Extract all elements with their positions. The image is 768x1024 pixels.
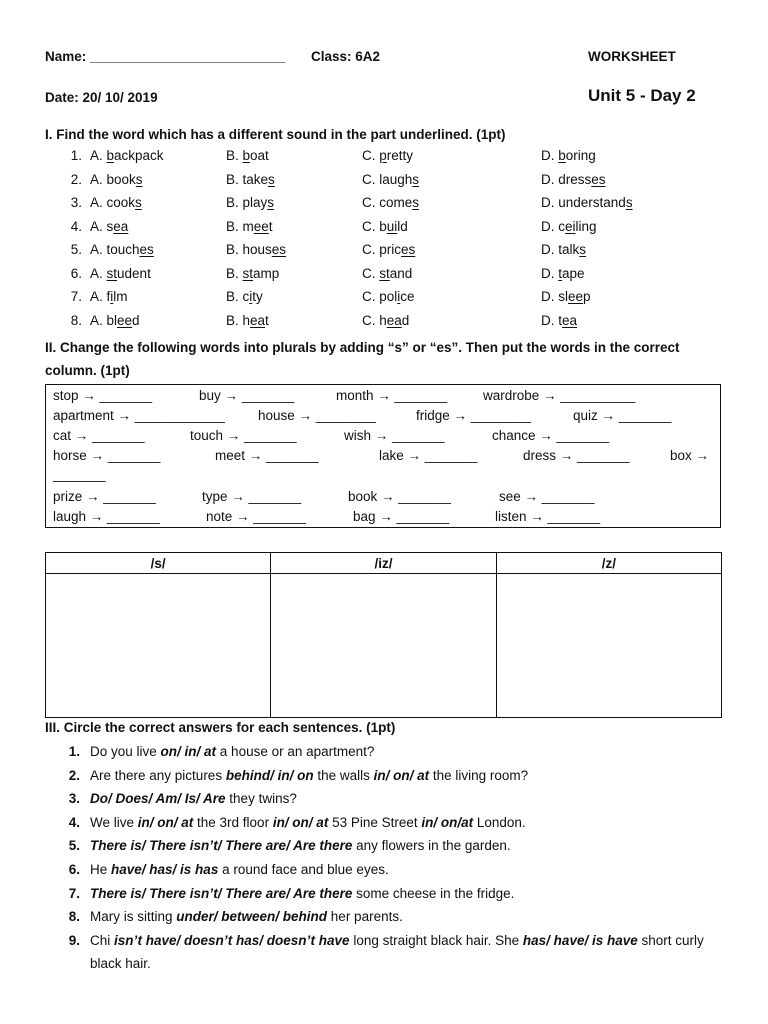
option-b[interactable]: B. city [226, 289, 263, 304]
word-item: buy → _______ [199, 388, 295, 403]
option-b[interactable]: B. takes [226, 171, 275, 187]
underlined-part: ei [565, 218, 576, 234]
word-item: touch → _______ [190, 428, 297, 443]
underlined-part: ee [568, 289, 584, 304]
option-b[interactable]: B. meet [226, 218, 273, 234]
sentence-number: 3. [68, 791, 80, 807]
underlined-part: s [268, 171, 275, 187]
sentence-row [64, 882, 734, 906]
question-number: 3. [70, 195, 82, 210]
option-a[interactable]: A. cooks [90, 195, 142, 210]
word-item: horse → _______ [53, 448, 161, 463]
underlined-part: es [139, 242, 154, 257]
option-a[interactable]: A. backpack [90, 148, 164, 163]
word-item: type → _______ [202, 489, 302, 504]
option-c[interactable]: C. police [362, 289, 415, 304]
section1-heading: I. Find the word which has a different sound in the part underlined. (1pt) [45, 127, 506, 142]
answer-choices[interactable]: have/ has/ is has [111, 861, 219, 877]
column-header-z: /z/ [496, 553, 721, 574]
sentence-row [64, 905, 734, 929]
underlined-part: s [579, 242, 587, 257]
underlined-part: st [379, 265, 390, 281]
word-item: see → _______ [499, 489, 595, 504]
word-item: house → ________ [258, 408, 376, 423]
answer-choices[interactable]: in/ on/ at [272, 814, 329, 830]
word-item: prize → _______ [53, 489, 156, 504]
sentence-number: 1. [68, 744, 80, 759]
sentence-row [64, 787, 734, 811]
question-row [64, 313, 744, 337]
word-item: bag → _______ [353, 509, 450, 524]
sentence-text: There is/ There isn’t/ There are/ Are there some cheese in the fridge. [90, 885, 515, 901]
question-row [64, 289, 744, 313]
option-c[interactable]: C. prices [362, 242, 416, 257]
question-number: 1. [70, 148, 82, 163]
option-a[interactable]: A. touches [90, 242, 154, 257]
option-a[interactable]: A. books [90, 171, 143, 187]
word-item: wish → _______ [344, 428, 445, 443]
question-row [64, 148, 744, 172]
date-label: Date: 20/ 10/ 2019 [45, 90, 158, 105]
word-item: wardrobe → __________ [483, 388, 636, 403]
word-item: stop → _______ [53, 388, 153, 403]
word-item: month → _______ [336, 388, 448, 403]
option-c[interactable]: C. laughs [362, 171, 420, 187]
word-item: laugh → _______ [53, 509, 160, 524]
sentence-text: There is/ There isn’t/ There are/ Are there any flowers in the garden. [90, 838, 511, 854]
answer-choices[interactable]: in/ on/at [421, 814, 474, 830]
underlined-part: ee [253, 218, 269, 234]
section2-heading-line1: II. Change the following words into plurals by adding “s” or “es”. Then put the words in the correct [45, 340, 680, 355]
sentence-number: 5. [68, 838, 80, 854]
answer-cell-iz[interactable] [271, 574, 496, 718]
sentence-text: He have/ has/ is has a round face and blue eyes. [90, 861, 389, 877]
sentence-number: 9. [68, 932, 80, 948]
underlined-part: ea [250, 312, 266, 328]
sentence-row [64, 811, 734, 835]
answer-choices[interactable]: has/ have/ is have [522, 932, 638, 948]
sentence-row [64, 834, 734, 858]
option-c[interactable]: C. head [362, 312, 410, 328]
section3-list [64, 740, 734, 976]
underlined-part: t [558, 265, 563, 281]
option-d[interactable]: D. sleep [541, 289, 591, 304]
question-number: 8. [70, 312, 82, 328]
option-d[interactable]: D. boring [541, 148, 596, 163]
name-field-label: Name: __________________________ [45, 49, 286, 64]
word-item: _______ [53, 467, 106, 482]
sentence-text: Mary is sitting under/ between/ behind her parents. [90, 909, 403, 925]
answer-choices[interactable]: There is/ There isn’t/ There are/ Are there [90, 838, 353, 854]
word-item: cat → _______ [53, 428, 145, 443]
answer-choices[interactable]: Do/ Does/ Am/ Is/ Are [90, 791, 226, 807]
answer-choices[interactable]: on/ in/ at [160, 744, 217, 759]
option-d[interactable]: D. ceiling [541, 218, 597, 234]
underlined-part: i [249, 289, 253, 304]
word-item: quiz → _______ [573, 408, 672, 423]
underlined-part: es [401, 242, 416, 257]
option-d[interactable]: D. understands [541, 195, 633, 210]
question-row [64, 195, 744, 219]
underlined-part: ee [117, 312, 133, 328]
section3-heading: III. Circle the correct answers for each sentences. (1pt) [45, 720, 396, 735]
answer-choices[interactable]: in/ on/ at [137, 814, 194, 830]
sentence-text: We live in/ on/ at the 3rd floor in/ on/ at 53 Pine Street in/ on/at London. [90, 814, 526, 830]
answer-cell-s[interactable] [46, 574, 271, 718]
option-b[interactable]: B. heat [226, 312, 269, 328]
option-d[interactable]: D. talks [541, 242, 587, 257]
underlined-part: s [267, 195, 275, 210]
underlined-part: ea [562, 312, 578, 328]
sentence-row [64, 858, 734, 882]
option-c[interactable]: C. stand [362, 265, 413, 281]
unit-title: Unit 5 - Day 2 [588, 86, 696, 105]
underlined-part: st [242, 265, 254, 281]
option-a[interactable]: A. bleed [90, 312, 140, 328]
underlined-part: b [106, 148, 115, 163]
answer-cell-z[interactable] [496, 574, 721, 718]
option-d[interactable]: D. tape [541, 265, 585, 281]
option-c[interactable]: C. comes [362, 195, 420, 210]
option-d[interactable]: D. dresses [541, 171, 606, 187]
question-number: 6. [70, 265, 82, 281]
word-item: chance → _______ [492, 428, 610, 443]
answer-choices[interactable]: in/ on/ at [373, 767, 430, 783]
sentence-number: 7. [68, 885, 80, 901]
sentence-number: 4. [68, 814, 80, 830]
sentence-text: Chi isn’t have/ doesn’t has/ doesn’t have long straight black hair. She has/ have/ is have short curly black hair. [90, 932, 704, 972]
class-label: Class: 6A2 [311, 49, 381, 64]
underlined-part: b [558, 148, 566, 163]
sentence-number: 8. [68, 909, 80, 925]
answer-choices[interactable]: There is/ There isn’t/ There are/ Are there [90, 885, 353, 901]
sentence-number: 2. [68, 767, 80, 783]
answer-choices[interactable]: under/ between/ behind [176, 909, 328, 925]
answer-choices[interactable]: behind/ in/ on [225, 767, 314, 783]
sentence-number: 6. [68, 861, 80, 877]
question-row [64, 172, 744, 196]
section1-list [64, 148, 744, 336]
underlined-part: ui [386, 218, 398, 234]
underlined-part: s [135, 195, 142, 210]
word-box [45, 384, 721, 528]
question-row [64, 266, 744, 290]
sentence-row [64, 764, 734, 788]
word-item: dress → _______ [523, 448, 630, 463]
option-a[interactable]: A. sea [90, 218, 129, 234]
question-number: 2. [70, 171, 82, 187]
word-item: apartment → ____________ [53, 408, 225, 423]
underlined-part: b [242, 148, 251, 163]
underlined-part: i [397, 289, 401, 304]
underlined-part: es [591, 171, 606, 187]
option-b[interactable]: B. stamp [226, 265, 280, 281]
option-c[interactable]: C. build [362, 218, 408, 234]
question-number: 4. [70, 218, 82, 234]
word-item: fridge → ________ [416, 408, 531, 423]
underlined-part: p [379, 148, 387, 163]
sentence-text: Are there any pictures behind/ in/ on the walls in/ on/ at the living room? [90, 767, 529, 783]
underlined-part: s [625, 195, 633, 210]
sorting-table [45, 552, 722, 718]
column-header-iz: /iz/ [271, 553, 496, 574]
option-a[interactable]: A. student [90, 265, 151, 281]
word-item: note → _______ [206, 509, 306, 524]
question-row [64, 219, 744, 243]
underlined-part: es [271, 242, 287, 257]
sentence-text: Do you live on/ in/ at a house or an apartment? [90, 744, 375, 759]
underlined-part: s [412, 171, 420, 187]
word-item: listen → _______ [495, 509, 601, 524]
worksheet-label: WORKSHEET [588, 49, 676, 64]
underlined-part: i [110, 289, 114, 304]
word-item: meet → _______ [215, 448, 319, 463]
option-a[interactable]: A. film [90, 289, 128, 304]
question-row [64, 242, 744, 266]
option-b[interactable]: B. boat [226, 148, 269, 163]
underlined-part: ea [113, 218, 129, 234]
sentence-text: Do/ Does/ Am/ Is/ Are they twins? [90, 791, 297, 807]
section2-heading-line2: column. (1pt) [45, 363, 130, 378]
sentence-row [64, 929, 734, 976]
word-item: lake → _______ [379, 448, 478, 463]
underlined-part: s [412, 195, 420, 210]
word-item: box → [670, 448, 710, 463]
option-b[interactable]: B. houses [226, 242, 287, 257]
underlined-part: s [135, 171, 143, 187]
sentence-row [64, 740, 734, 764]
underlined-part: ea [386, 312, 402, 328]
option-d[interactable]: D. tea [541, 312, 578, 328]
underlined-part: st [106, 265, 118, 281]
option-b[interactable]: B. plays [226, 195, 275, 210]
column-header-s: /s/ [46, 553, 271, 574]
answer-choices[interactable]: isn’t have/ doesn’t has/ doesn’t have [114, 932, 350, 948]
word-item: book → _______ [348, 489, 451, 504]
option-c[interactable]: C. pretty [362, 148, 414, 163]
question-number: 5. [70, 242, 82, 257]
question-number: 7. [70, 289, 82, 304]
